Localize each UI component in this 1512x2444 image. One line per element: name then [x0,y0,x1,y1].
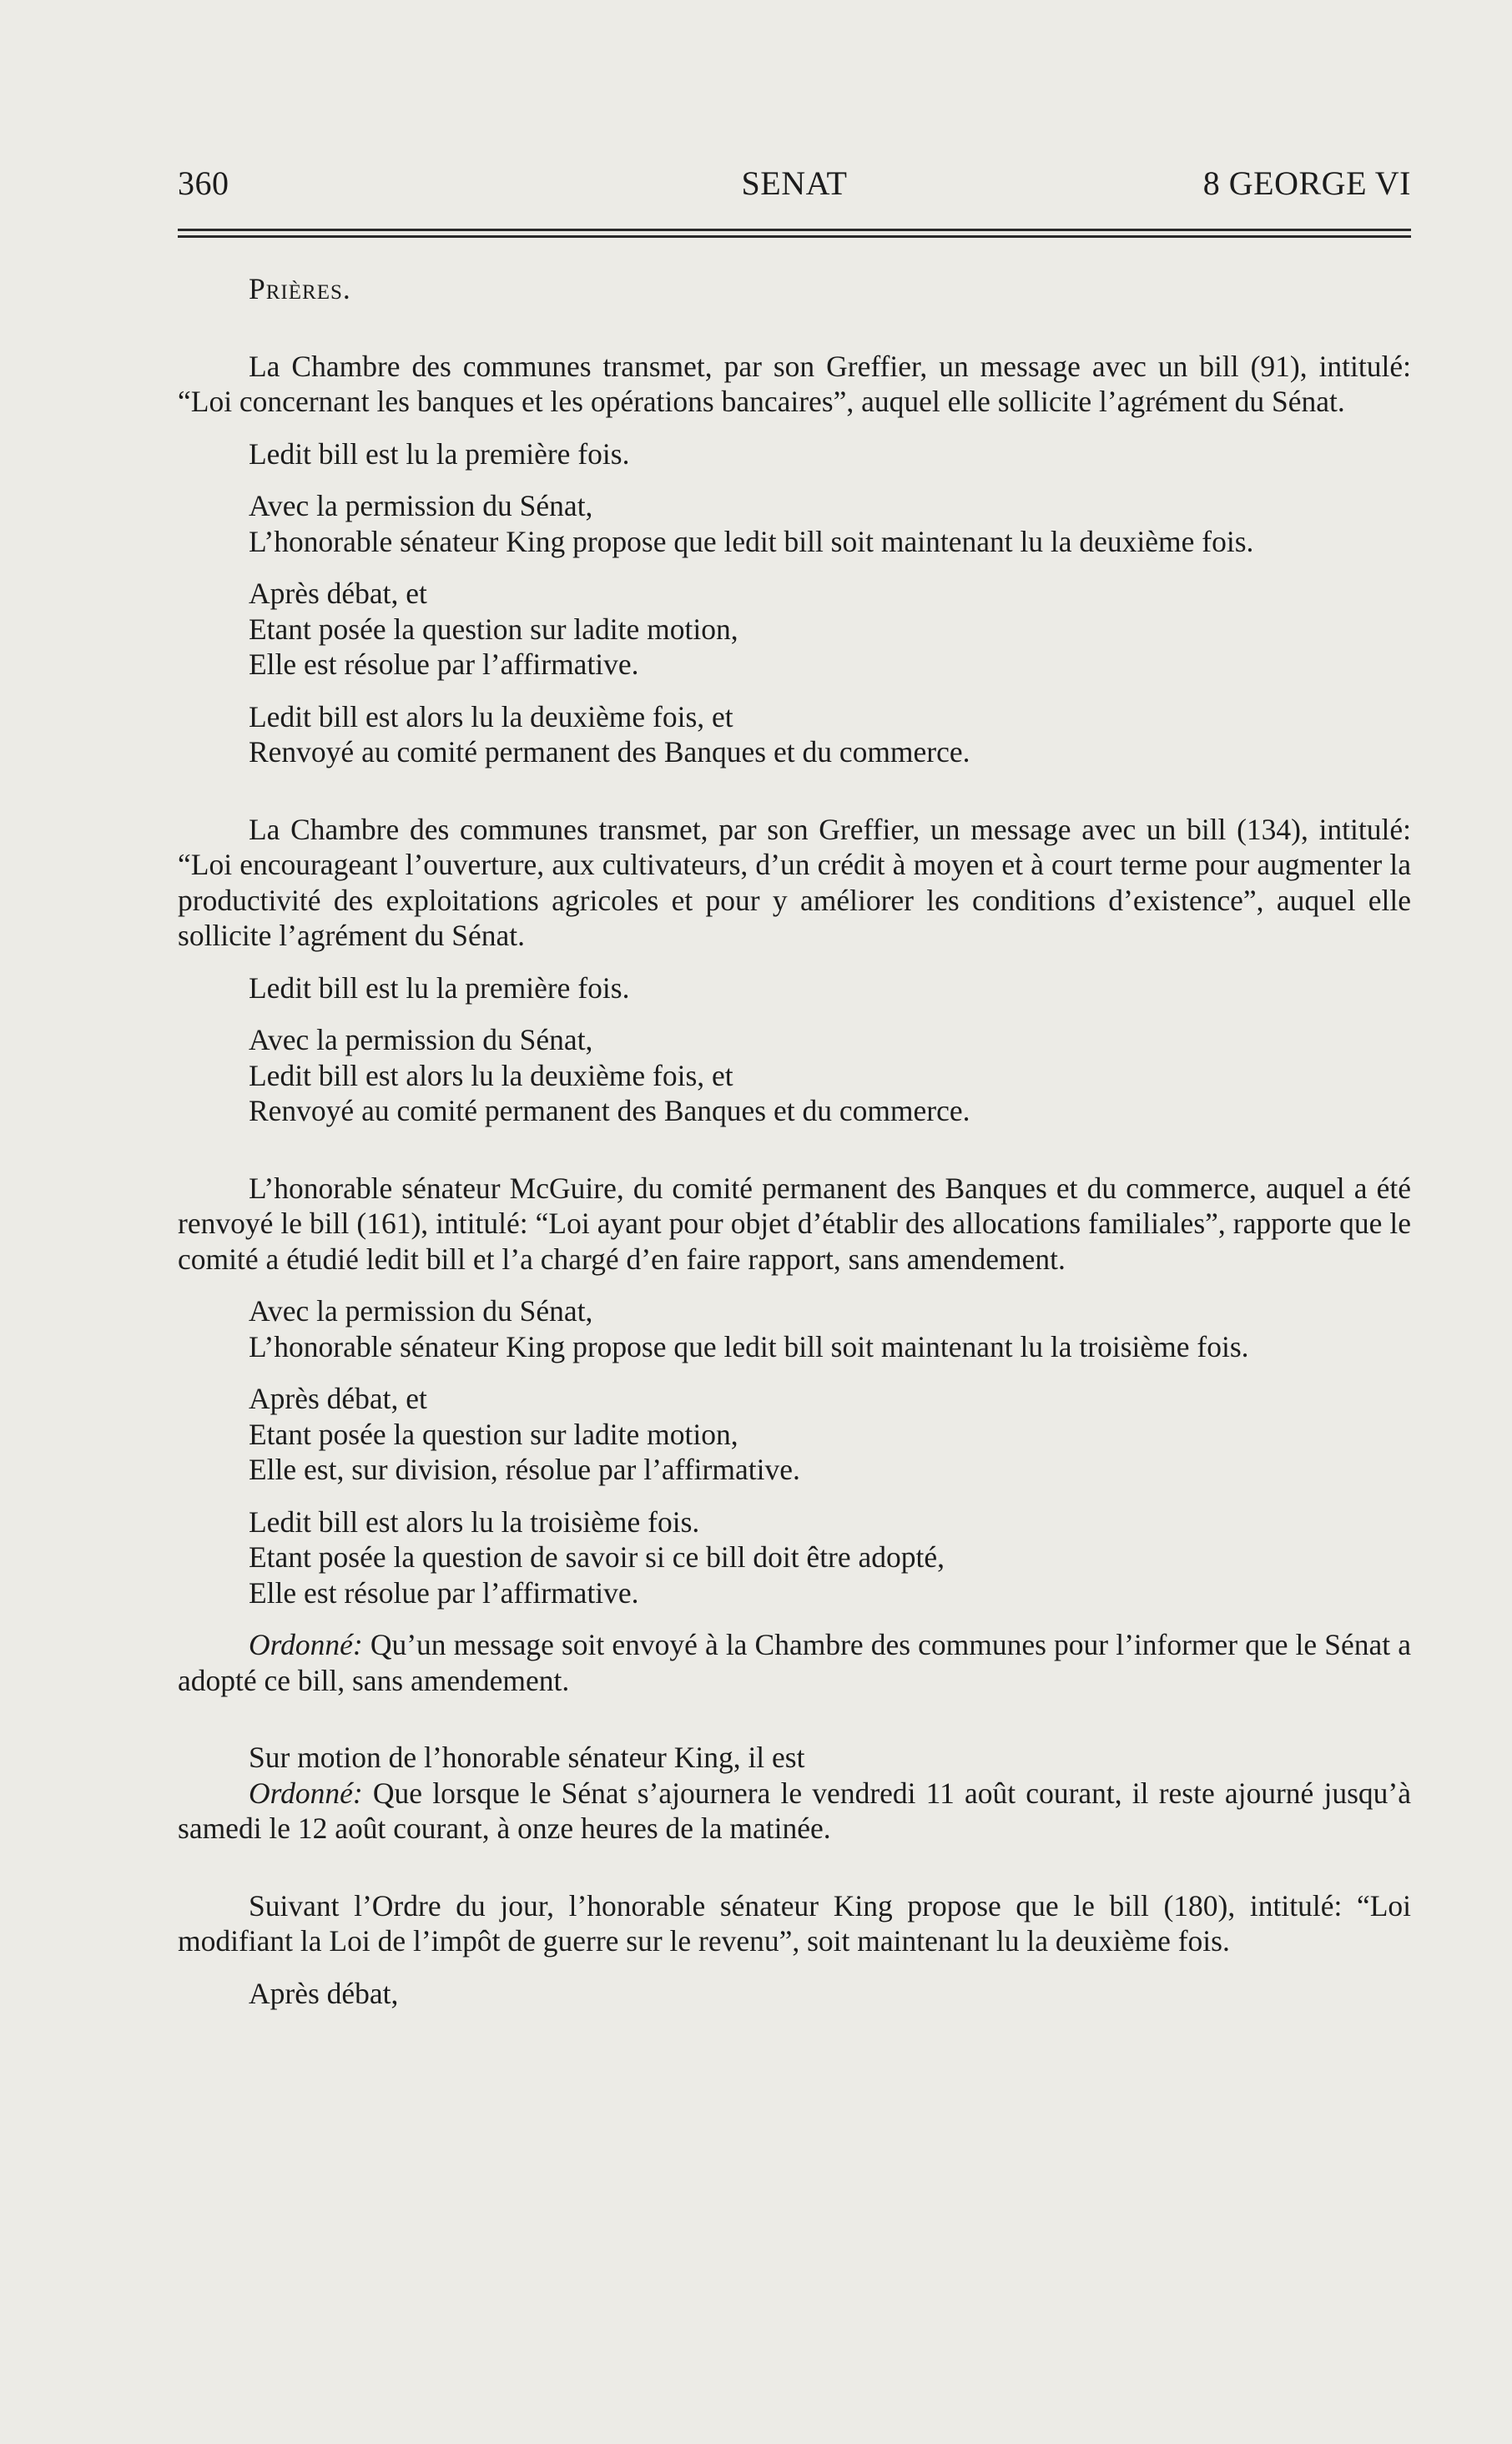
paragraph: Elle est résolue par l’affirmative. [249,1575,639,1610]
order-label: Ordonné: [249,1628,363,1661]
paragraph: Renvoyé au comité permanent des Banques et du commerce. [249,1094,970,1127]
paragraph: Ledit bill est lu la première fois. [249,436,630,471]
journal-body [178,271,1411,2011]
order-paragraph [178,1627,1411,1698]
paragraph: L’honorable sénateur King propose que ledit bill soit maintenant lu la deuxième fois. [249,524,1254,558]
paragraph: Après débat, et [249,1382,427,1415]
paragraph: Ledit bill est alors lu la troisième fois. [249,1504,700,1539]
paragraph: Avec la permission du Sénat, [249,1294,593,1328]
paragraph: Ledit bill est alors lu la deuxième fois, et [249,699,733,733]
paragraph: Avec la permission du Sénat, [249,489,593,522]
paragraph: Etant posée la question de savoir si ce bill doit être adopté, [249,1540,945,1574]
header-reign: 8 GEORGE VI [1202,164,1411,202]
header-rule-top [178,229,1411,231]
paragraph: L’honorable sénateur McGuire, du comité permanent des Banques et du commerce, auquel a été renvoyé le bill (161), intitulé: “Loi ayant pour objet d’établir des allocations familiales”, rapporte que le comité a étudié ledit bill et l’a chargé d’en faire rapport, sans amendement. [178,1171,1411,1276]
paragraph: Après débat, [249,1976,399,2010]
header-title: SENAT [741,164,848,202]
running-header [178,164,1411,210]
paragraph: L’honorable sénateur King propose que ledit bill soit maintenant lu la troisième fois. [249,1329,1249,1363]
paragraph: Suivant l’Ordre du jour, l’honorable sénateur King propose que le bill (180), intitulé: “Loi modifiant la Loi de l’impôt de guerre sur le revenu”, soit maintenant lu la deuxième fois. [178,1888,1411,1958]
paragraph: Avec la permission du Sénat, [249,1023,593,1056]
paragraph: Elle est, sur division, résolue par l’affirmative. [249,1453,800,1486]
paragraph: Ledit bill est alors lu la deuxième fois, et [249,1058,733,1092]
paragraph: La Chambre des communes transmet, par son Greffier, un message avec un bill (134), intitulé: “Loi encourageant l’ouverture, aux cultivateurs, d’un crédit à moyen et à court terme pour augmenter la productivité des exploitations agricoles et pour y améliorer les conditions d’existence”, auquel elle sollicite l’agrément du Sénat. [178,812,1411,952]
order-paragraph [178,1776,1411,1847]
paragraph: Renvoyé au comité permanent des Banques et du commerce. [249,735,970,768]
paragraph: La Chambre des communes transmet, par son Greffier, un message avec un bill (91), intitulé: “Loi concernant les banques et les opérations bancaires”, auquel elle sollicite l’agrément du Sénat. [178,349,1411,418]
paragraph: Etant posée la question sur ladite motion, [249,612,738,646]
order-label: Ordonné: [249,1776,363,1810]
page-number: 360 [178,164,229,202]
paragraph: Elle est résolue par l’affirmative. [249,648,639,681]
paragraph: Après débat, et [249,577,427,610]
order-text: Que lorsque le Sénat s’ajournera le vendredi 11 août courant, il reste ajourné jusqu’à samedi le 12 août courant, à onze heures de la matinée. [178,1776,1411,1845]
paragraph: Ledit bill est lu la première fois. [249,970,630,1005]
header-rule-bottom [178,235,1411,238]
section-heading: Prières. [249,272,351,305]
paragraph: Sur motion de l’honorable sénateur King, il est [249,1741,805,1774]
order-text: Qu’un message soit envoyé à la Chambre des communes pour l’informer que le Sénat a adopté ce bill, sans amendement. [178,1628,1411,1697]
paragraph: Etant posée la question sur ladite motion, [249,1417,738,1451]
